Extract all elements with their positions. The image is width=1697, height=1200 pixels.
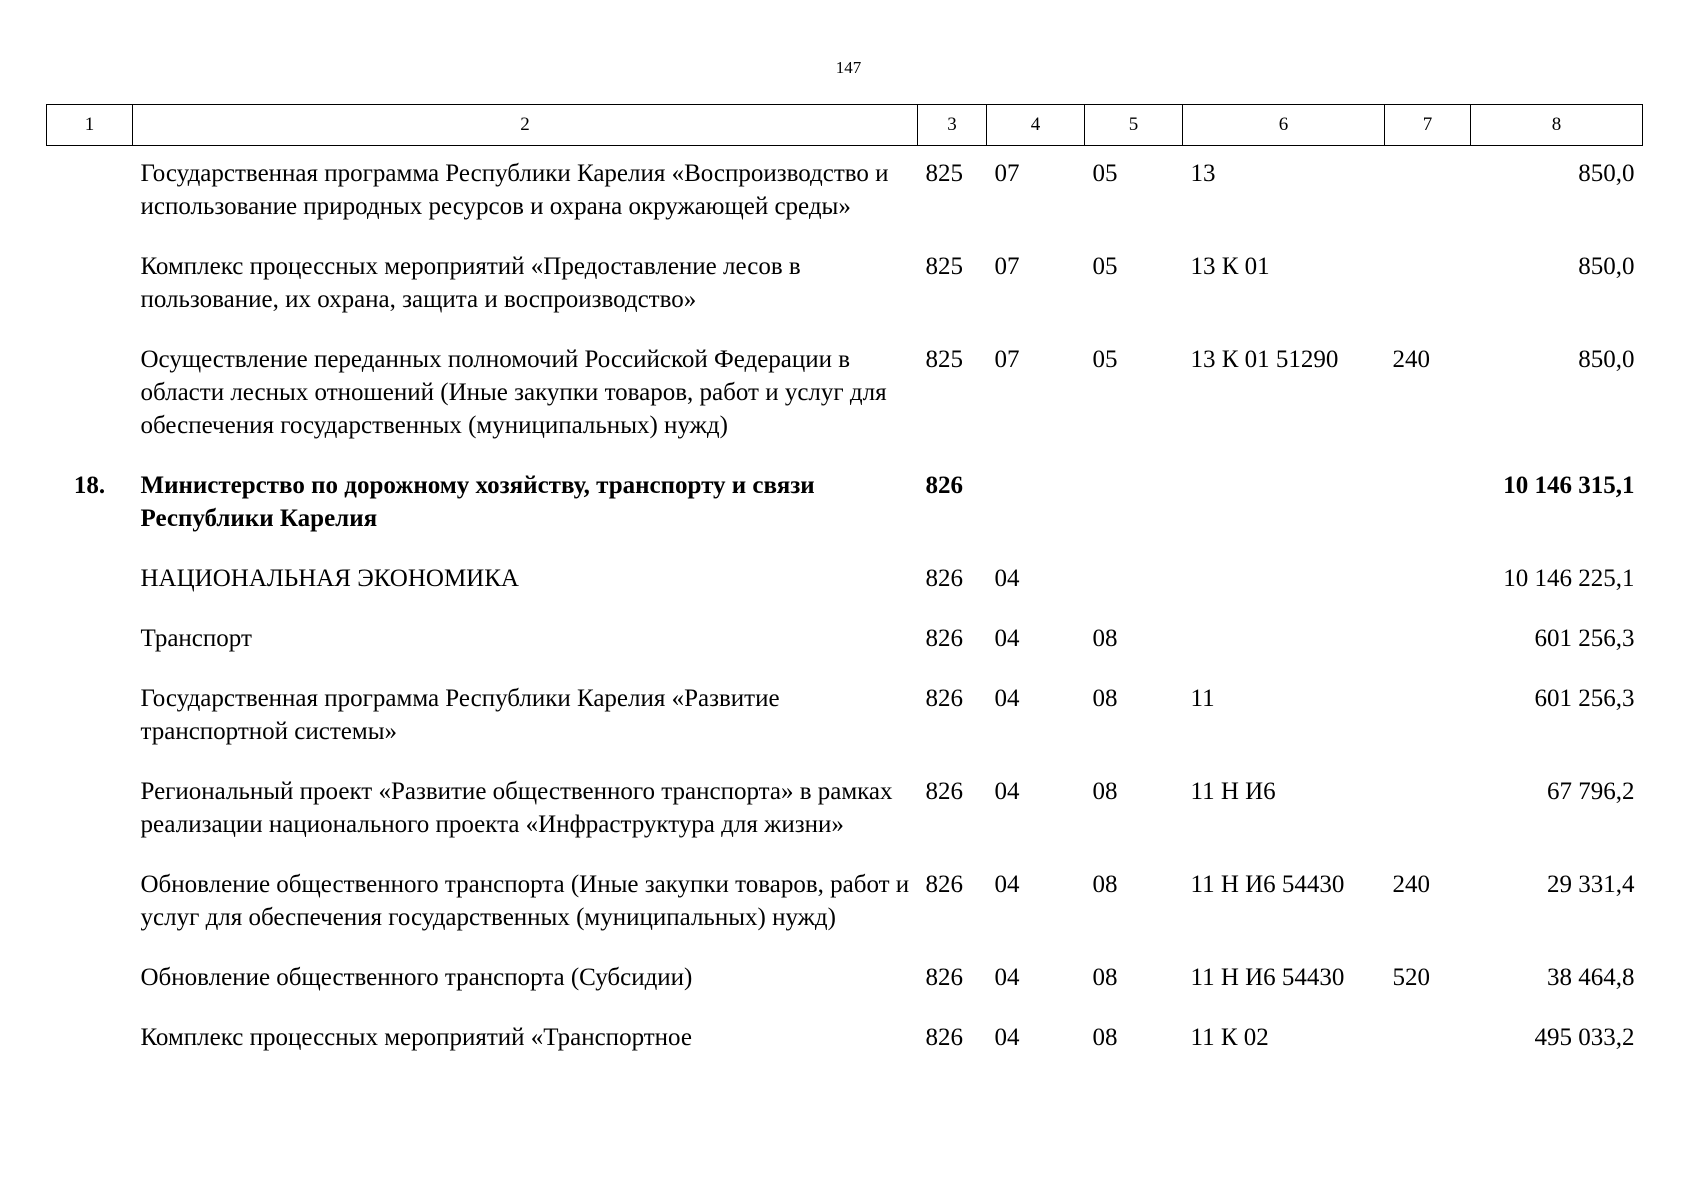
row-subsection: 08 xyxy=(1092,1024,1118,1051)
row-ministry-code: 826 xyxy=(925,778,963,805)
row-ministry-code: 825 xyxy=(925,346,963,373)
row-expense-type: 240 xyxy=(1392,871,1430,898)
page-number: 147 xyxy=(835,58,862,77)
row-ministry-code: 826 xyxy=(925,565,963,592)
row-section: 04 xyxy=(994,871,1020,898)
row-section: 07 xyxy=(994,253,1020,280)
row-section xyxy=(987,458,1085,551)
row-target-article xyxy=(1183,458,1385,551)
row-expense-type xyxy=(1385,764,1471,857)
table-row xyxy=(47,239,1643,332)
row-name: Государственная программа Республики Карелия «Воспроизводство и использование природных ресурсов и охрана окружающей среды» xyxy=(140,160,889,220)
header-col-1: 1 xyxy=(47,105,133,146)
row-number xyxy=(47,764,133,857)
row-subsection: 08 xyxy=(1092,964,1118,991)
row-ministry-code: 826 xyxy=(925,472,963,499)
row-target-article: 11 xyxy=(1190,685,1215,712)
row-name: Государственная программа Республики Карелия «Развитие транспортной системы» xyxy=(140,685,780,745)
table-row xyxy=(47,146,1643,240)
header-col-7: 7 xyxy=(1385,105,1471,146)
row-subsection: 08 xyxy=(1092,685,1118,712)
table-row xyxy=(47,857,1643,950)
table-row xyxy=(47,764,1643,857)
row-name: НАЦИОНАЛЬНАЯ ЭКОНОМИКА xyxy=(140,565,519,592)
header-row xyxy=(47,105,1643,146)
row-number xyxy=(47,146,133,240)
row-expense-type xyxy=(1385,146,1471,240)
row-expense-type xyxy=(1385,239,1471,332)
budget-table xyxy=(46,104,1643,1070)
header-col-8: 8 xyxy=(1471,105,1643,146)
row-expense-type: 240 xyxy=(1392,346,1430,373)
row-ministry-code: 826 xyxy=(925,685,963,712)
row-target-article: 13 К 01 xyxy=(1190,253,1270,280)
row-number xyxy=(47,950,133,1010)
row-ministry-code: 825 xyxy=(925,160,963,187)
row-expense-type xyxy=(1385,1010,1471,1070)
row-subsection xyxy=(1085,551,1183,611)
row-amount: 10 146 315,1 xyxy=(1503,472,1635,499)
row-amount: 601 256,3 xyxy=(1534,625,1635,652)
row-name: Обновление общественного транспорта (Субсидии) xyxy=(140,964,693,991)
row-name: Комплекс процессных мероприятий «Транспортное xyxy=(140,1024,692,1051)
row-ministry-code: 826 xyxy=(925,964,963,991)
row-name: Обновление общественного транспорта (Иные закупки товаров, работ и услуг для обеспечения государственных (муниципальных) нужд) xyxy=(140,871,910,931)
row-amount: 495 033,2 xyxy=(1534,1024,1635,1051)
table-body xyxy=(47,146,1643,1071)
row-target-article xyxy=(1183,551,1385,611)
table-row xyxy=(47,950,1643,1010)
row-expense-type: 520 xyxy=(1392,964,1430,991)
row-subsection: 08 xyxy=(1092,871,1118,898)
header-col-4: 4 xyxy=(987,105,1085,146)
row-section: 07 xyxy=(994,346,1020,373)
row-amount: 10 146 225,1 xyxy=(1503,565,1635,592)
row-target-article: 11 К 02 xyxy=(1190,1024,1269,1051)
row-number xyxy=(47,239,133,332)
row-name: Министерство по дорожному хозяйству, транспорту и связи Республики Карелия xyxy=(140,472,815,532)
row-name: Транспорт xyxy=(140,625,252,652)
row-expense-type xyxy=(1385,671,1471,764)
row-amount: 850,0 xyxy=(1578,346,1635,373)
row-expense-type xyxy=(1385,458,1471,551)
row-section: 04 xyxy=(994,1024,1020,1051)
table-row xyxy=(47,332,1643,458)
row-subsection: 08 xyxy=(1092,778,1118,805)
row-target-article: 13 xyxy=(1190,160,1216,187)
row-section: 04 xyxy=(994,625,1020,652)
row-target-article xyxy=(1183,611,1385,671)
row-subsection xyxy=(1085,458,1183,551)
table-row xyxy=(47,458,1643,551)
header-col-6: 6 xyxy=(1183,105,1385,146)
row-amount: 38 464,8 xyxy=(1547,964,1635,991)
row-section: 04 xyxy=(994,685,1020,712)
table-header xyxy=(47,105,1643,146)
table-row xyxy=(47,611,1643,671)
row-number xyxy=(47,857,133,950)
row-section: 07 xyxy=(994,160,1020,187)
row-name: Осуществление переданных полномочий Российской Федерации в области лесных отношений (Иные закупки товаров, работ и услуг для обеспечения государственных (муниципальных) нужд) xyxy=(140,346,887,439)
row-number xyxy=(47,671,133,764)
row-number xyxy=(47,611,133,671)
row-ministry-code: 826 xyxy=(925,871,963,898)
header-col-5: 5 xyxy=(1085,105,1183,146)
row-number xyxy=(47,1010,133,1070)
row-target-article: 13 К 01 51290 xyxy=(1190,346,1339,373)
row-name: Комплекс процессных мероприятий «Предоставление лесов в пользование, их охрана, защита и воспроизводство» xyxy=(140,253,801,313)
row-section: 04 xyxy=(994,565,1020,592)
row-number: 18. xyxy=(73,472,106,499)
row-name: Региональный проект «Развитие общественного транспорта» в рамках реализации национального проекта «Инфраструктура для жизни» xyxy=(140,778,893,838)
row-number xyxy=(47,551,133,611)
header-col-3: 3 xyxy=(918,105,987,146)
row-expense-type xyxy=(1385,611,1471,671)
row-amount: 67 796,2 xyxy=(1547,778,1635,805)
header-col-2: 2 xyxy=(133,105,918,146)
table-row xyxy=(47,1010,1643,1070)
table-row xyxy=(47,671,1643,764)
row-ministry-code: 826 xyxy=(925,625,963,652)
table-row xyxy=(47,551,1643,611)
row-amount: 850,0 xyxy=(1578,253,1635,280)
row-subsection: 05 xyxy=(1092,253,1118,280)
row-expense-type xyxy=(1385,551,1471,611)
row-number xyxy=(47,332,133,458)
row-target-article: 11 Н И6 54430 xyxy=(1190,964,1345,991)
row-ministry-code: 826 xyxy=(925,1024,963,1051)
row-amount: 850,0 xyxy=(1578,160,1635,187)
row-subsection: 08 xyxy=(1092,625,1118,652)
row-target-article: 11 Н И6 54430 xyxy=(1190,871,1345,898)
row-ministry-code: 825 xyxy=(925,253,963,280)
row-section: 04 xyxy=(994,778,1020,805)
row-target-article: 11 Н И6 xyxy=(1190,778,1276,805)
row-subsection: 05 xyxy=(1092,346,1118,373)
row-amount: 29 331,4 xyxy=(1547,871,1635,898)
row-subsection: 05 xyxy=(1092,160,1118,187)
row-amount: 601 256,3 xyxy=(1534,685,1635,712)
row-section: 04 xyxy=(994,964,1020,991)
